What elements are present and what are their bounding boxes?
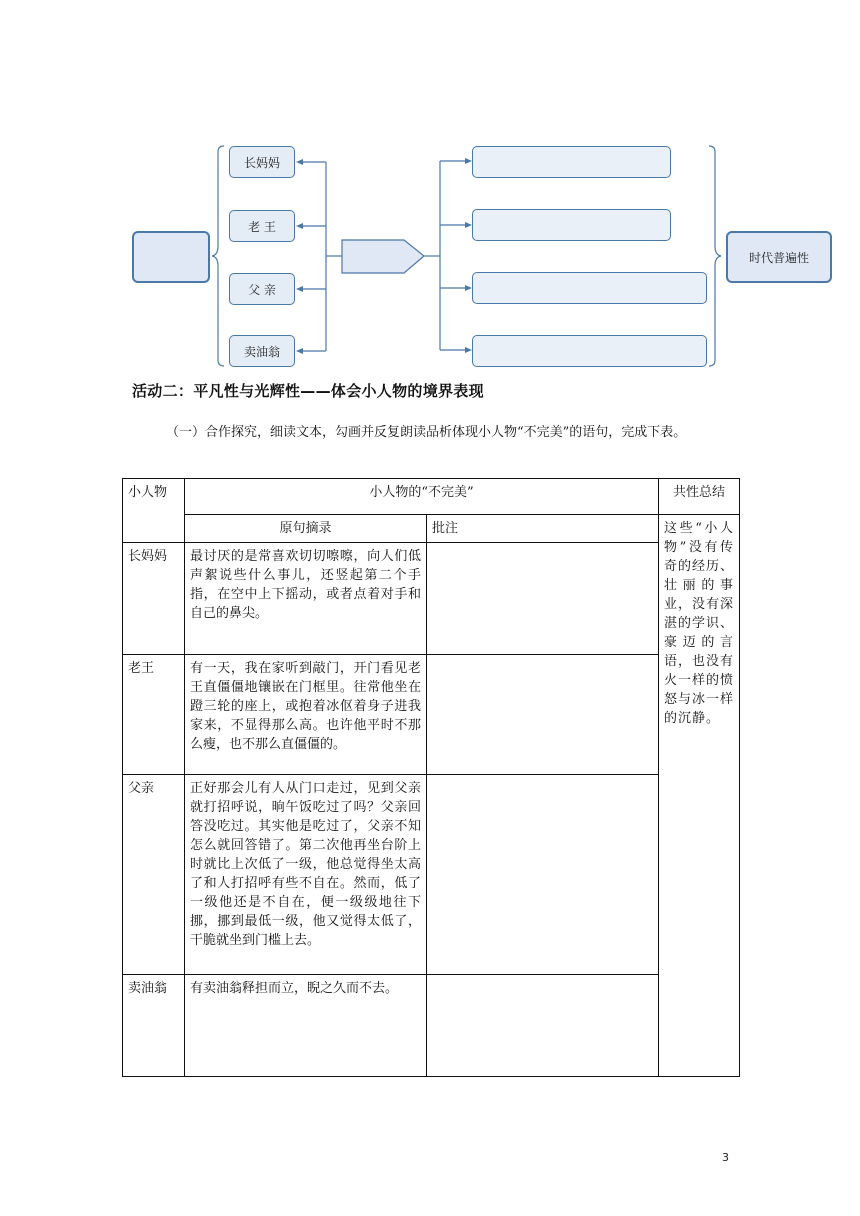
instruction-paragraph: （一）合作探究，细读文本，勾画并反复朗读品析体现小人物“不完美”的语句，完成下表。	[166, 425, 687, 440]
header-quote: 原句摘录	[185, 515, 427, 543]
header-note: 批注	[427, 515, 659, 543]
person-name: 父亲	[123, 775, 185, 975]
result-box-1	[472, 146, 671, 178]
arrowhead-icon	[465, 347, 472, 353]
concept-diagram	[0, 0, 860, 380]
arrowhead-icon	[465, 285, 472, 291]
center-arrow-shape	[342, 240, 424, 273]
header-person: 小人物	[123, 479, 185, 543]
left-blank-box	[132, 231, 210, 283]
arrowhead-icon	[296, 348, 303, 354]
right-brace	[709, 146, 721, 366]
person-box-lao-wang: 老 王	[229, 210, 295, 242]
person-name: 卖油翁	[123, 975, 185, 1077]
quote-cell: 有一天，我在家听到敲门，开门看见老王直僵僵地镶嵌在门框里。往常他坐在蹬三轮的座上，或抱着冰伛着身子进我家来，不显得那么高。也许他平时不那么瘦，也不那么直僵僵的。	[185, 655, 427, 775]
person-box-chang-mama: 长妈妈	[229, 146, 295, 178]
person-box-father: 父 亲	[229, 273, 295, 305]
table-row	[123, 775, 740, 975]
person-box-oil-seller: 卖油翁	[229, 335, 295, 367]
arrowhead-icon	[296, 286, 303, 292]
table-row	[123, 543, 740, 655]
note-cell[interactable]	[427, 543, 659, 655]
page-number: 3	[722, 1151, 729, 1164]
left-brace	[212, 146, 224, 366]
arrowhead-icon	[296, 159, 303, 165]
result-box-3	[472, 272, 707, 304]
note-cell[interactable]	[427, 775, 659, 975]
activity-heading: 活动二：平凡性与光辉性——体会小人物的境界表现	[132, 382, 484, 400]
quote-cell: 最讨厌的是常喜欢切切嚓嚓，向人们低声絮说些什么事儿，还竖起第二个手指，在空中上下摇动，或者点着对手和自己的鼻尖。	[185, 543, 427, 655]
summary-cell: 这些“小人物”没有传奇的经历、壮丽的事业，没有深湛的学识、豪迈的言语，也没有火一样的愤怒与冰一样的沉静。	[659, 515, 740, 1077]
quote-cell: 正好那会儿有人从门口走过，见到父亲就打招呼说，晌午饭吃过了吗？父亲回答没吃过。其实他是吃过了，父亲不知怎么就回答错了。第二次他再坐台阶上时就比上次低了一级，他总觉得坐太高了和人打招呼有些不自在。然而，低了一级他还是不自在，便一级级地往下挪，挪到最低一级，他又觉得太低了，干脆就坐到门槛上去。	[185, 775, 427, 975]
analysis-table	[122, 478, 740, 1077]
header-imperfect: 小人物的“不完美”	[185, 479, 659, 515]
result-box-4	[472, 335, 707, 367]
arrowhead-icon	[296, 223, 303, 229]
person-name: 长妈妈	[123, 543, 185, 655]
table-row	[123, 655, 740, 775]
header-common: 共性总结	[659, 479, 740, 515]
arrowhead-icon	[465, 158, 472, 164]
right-box-era: 时代普遍性	[726, 231, 832, 283]
person-name: 老王	[123, 655, 185, 775]
note-cell[interactable]	[427, 655, 659, 775]
arrowhead-icon	[465, 222, 472, 228]
quote-cell: 有卖油翁释担而立，睨之久而不去。	[185, 975, 427, 1077]
table-row	[123, 975, 740, 1077]
note-cell[interactable]	[427, 975, 659, 1077]
diagram-connectors	[0, 0, 860, 380]
result-box-2	[472, 209, 671, 241]
